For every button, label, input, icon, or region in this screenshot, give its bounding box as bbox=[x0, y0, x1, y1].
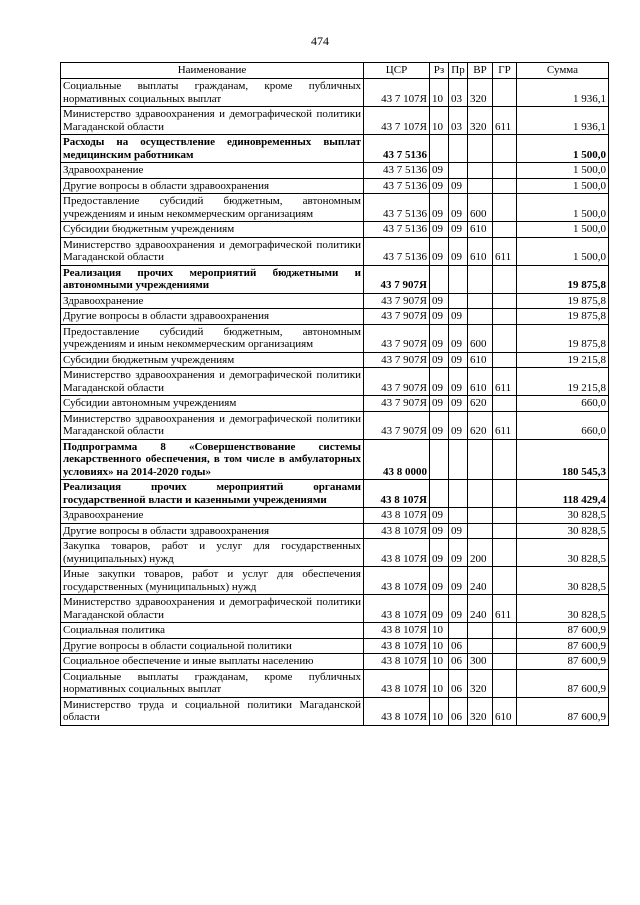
header-name: Наименование bbox=[61, 63, 364, 79]
row-csr-cell: 43 7 907Я bbox=[364, 411, 430, 439]
row-gr-cell bbox=[493, 539, 517, 567]
row-rz-cell: 09 bbox=[430, 222, 449, 238]
row-rz-cell: 09 bbox=[430, 368, 449, 396]
row-pr-cell: 03 bbox=[449, 107, 468, 135]
table-row bbox=[61, 523, 609, 539]
row-sum-cell: 1 500,0 bbox=[517, 135, 609, 163]
row-gr-cell bbox=[493, 163, 517, 179]
row-vr-cell: 200 bbox=[468, 539, 493, 567]
row-vr-cell bbox=[468, 439, 493, 480]
row-sum-cell: 1 936,1 bbox=[517, 107, 609, 135]
row-sum-cell: 1 500,0 bbox=[517, 194, 609, 222]
table-row bbox=[61, 309, 609, 325]
row-name-cell: Социальные выплаты гражданам, кроме публичных нормативных социальных выплат bbox=[61, 79, 364, 107]
table-row bbox=[61, 623, 609, 639]
row-csr-cell: 43 8 0000 bbox=[364, 439, 430, 480]
row-gr-cell: 611 bbox=[493, 411, 517, 439]
row-sum-cell: 87 600,9 bbox=[517, 623, 609, 639]
row-csr-cell: 43 7 907Я bbox=[364, 293, 430, 309]
row-gr-cell: 611 bbox=[493, 595, 517, 623]
row-name-cell: Субсидии бюджетным учреждениям bbox=[61, 352, 364, 368]
row-csr-cell: 43 7 5136 bbox=[364, 194, 430, 222]
row-rz-cell bbox=[430, 439, 449, 480]
row-pr-cell: 09 bbox=[449, 352, 468, 368]
row-vr-cell: 620 bbox=[468, 411, 493, 439]
row-sum-cell: 118 429,4 bbox=[517, 480, 609, 508]
row-vr-cell: 610 bbox=[468, 237, 493, 265]
row-vr-cell: 240 bbox=[468, 567, 493, 595]
row-gr-cell bbox=[493, 654, 517, 670]
row-rz-cell: 09 bbox=[430, 539, 449, 567]
row-vr-cell: 610 bbox=[468, 222, 493, 238]
row-sum-cell: 30 828,5 bbox=[517, 523, 609, 539]
row-vr-cell: 620 bbox=[468, 396, 493, 412]
row-gr-cell bbox=[493, 324, 517, 352]
row-name-cell: Предоставление субсидий бюджетным, автономным учреждениям и иным некоммерческим организациям bbox=[61, 324, 364, 352]
row-rz-cell: 09 bbox=[430, 293, 449, 309]
budget-table bbox=[60, 62, 609, 726]
row-vr-cell: 240 bbox=[468, 595, 493, 623]
row-vr-cell: 320 bbox=[468, 669, 493, 697]
row-rz-cell: 09 bbox=[430, 194, 449, 222]
row-name-cell: Министерство здравоохранения и демографической политики Магаданской области bbox=[61, 237, 364, 265]
row-csr-cell: 43 8 107Я bbox=[364, 623, 430, 639]
row-name-cell: Предоставление субсидий бюджетным, автономным учреждениям и иным некоммерческим организациям bbox=[61, 194, 364, 222]
row-vr-cell bbox=[468, 638, 493, 654]
table-row bbox=[61, 368, 609, 396]
row-pr-cell: 09 bbox=[449, 237, 468, 265]
row-vr-cell bbox=[468, 623, 493, 639]
row-name-cell: Министерство здравоохранения и демографической политики Магаданской области bbox=[61, 595, 364, 623]
table-row bbox=[61, 654, 609, 670]
row-gr-cell bbox=[493, 508, 517, 524]
row-name-cell: Другие вопросы в области здравоохранения bbox=[61, 523, 364, 539]
row-vr-cell bbox=[468, 135, 493, 163]
row-csr-cell: 43 7 5136 bbox=[364, 163, 430, 179]
row-rz-cell: 09 bbox=[430, 567, 449, 595]
row-rz-cell: 09 bbox=[430, 237, 449, 265]
row-sum-cell: 660,0 bbox=[517, 396, 609, 412]
row-rz-cell bbox=[430, 265, 449, 293]
row-gr-cell bbox=[493, 178, 517, 194]
row-sum-cell: 660,0 bbox=[517, 411, 609, 439]
row-sum-cell: 30 828,5 bbox=[517, 595, 609, 623]
row-rz-cell: 10 bbox=[430, 697, 449, 725]
row-vr-cell bbox=[468, 508, 493, 524]
table-row bbox=[61, 79, 609, 107]
row-name-cell: Подпрограмма 8 «Совершенствование системы лекарственного обеспечения, в том числе в амбулаторных условиях» на 2014-2020 годы» bbox=[61, 439, 364, 480]
row-pr-cell: 09 bbox=[449, 324, 468, 352]
row-sum-cell: 19 875,8 bbox=[517, 324, 609, 352]
row-vr-cell bbox=[468, 178, 493, 194]
row-name-cell: Здравоохранение bbox=[61, 163, 364, 179]
row-sum-cell: 87 600,9 bbox=[517, 697, 609, 725]
row-sum-cell: 19 875,8 bbox=[517, 309, 609, 325]
row-csr-cell: 43 8 107Я bbox=[364, 638, 430, 654]
table-row bbox=[61, 163, 609, 179]
row-pr-cell: 06 bbox=[449, 638, 468, 654]
row-csr-cell: 43 7 5136 bbox=[364, 178, 430, 194]
row-gr-cell bbox=[493, 396, 517, 412]
row-pr-cell: 03 bbox=[449, 79, 468, 107]
table-row bbox=[61, 222, 609, 238]
row-name-cell: Здравоохранение bbox=[61, 293, 364, 309]
row-gr-cell: 611 bbox=[493, 107, 517, 135]
row-pr-cell bbox=[449, 480, 468, 508]
row-name-cell: Здравоохранение bbox=[61, 508, 364, 524]
row-csr-cell: 43 8 107Я bbox=[364, 654, 430, 670]
table-row bbox=[61, 697, 609, 725]
row-pr-cell: 06 bbox=[449, 669, 468, 697]
row-vr-cell bbox=[468, 293, 493, 309]
row-name-cell: Другие вопросы в области социальной политики bbox=[61, 638, 364, 654]
header-gr: ГР bbox=[493, 63, 517, 79]
row-sum-cell: 1 500,0 bbox=[517, 178, 609, 194]
row-sum-cell: 1 500,0 bbox=[517, 163, 609, 179]
row-sum-cell: 30 828,5 bbox=[517, 539, 609, 567]
row-csr-cell: 43 7 907Я bbox=[364, 368, 430, 396]
header-rz: Рз bbox=[430, 63, 449, 79]
row-rz-cell: 10 bbox=[430, 638, 449, 654]
row-csr-cell: 43 7 5136 bbox=[364, 222, 430, 238]
row-sum-cell: 87 600,9 bbox=[517, 669, 609, 697]
row-rz-cell: 09 bbox=[430, 324, 449, 352]
row-name-cell: Расходы на осуществление единовременных выплат медицинским работникам bbox=[61, 135, 364, 163]
row-csr-cell: 43 8 107Я bbox=[364, 669, 430, 697]
table-row bbox=[61, 237, 609, 265]
table-row bbox=[61, 638, 609, 654]
table-row bbox=[61, 396, 609, 412]
row-csr-cell: 43 7 907Я bbox=[364, 396, 430, 412]
row-gr-cell bbox=[493, 623, 517, 639]
row-gr-cell bbox=[493, 222, 517, 238]
row-csr-cell: 43 8 107Я bbox=[364, 480, 430, 508]
row-vr-cell bbox=[468, 163, 493, 179]
row-rz-cell: 10 bbox=[430, 107, 449, 135]
row-gr-cell bbox=[493, 352, 517, 368]
row-rz-cell: 09 bbox=[430, 508, 449, 524]
row-pr-cell: 06 bbox=[449, 697, 468, 725]
row-vr-cell: 610 bbox=[468, 352, 493, 368]
row-gr-cell bbox=[493, 135, 517, 163]
row-gr-cell bbox=[493, 293, 517, 309]
row-vr-cell: 600 bbox=[468, 324, 493, 352]
table-header-row bbox=[61, 63, 609, 79]
row-pr-cell bbox=[449, 293, 468, 309]
table-row bbox=[61, 539, 609, 567]
row-sum-cell: 87 600,9 bbox=[517, 638, 609, 654]
row-csr-cell: 43 7 107Я bbox=[364, 79, 430, 107]
row-rz-cell: 10 bbox=[430, 79, 449, 107]
table-row bbox=[61, 595, 609, 623]
row-vr-cell bbox=[468, 309, 493, 325]
table-row bbox=[61, 135, 609, 163]
row-pr-cell: 09 bbox=[449, 595, 468, 623]
table-body bbox=[61, 79, 609, 726]
row-gr-cell bbox=[493, 567, 517, 595]
table-row bbox=[61, 324, 609, 352]
table-row bbox=[61, 107, 609, 135]
row-sum-cell: 19 875,8 bbox=[517, 265, 609, 293]
row-name-cell: Другие вопросы в области здравоохранения bbox=[61, 178, 364, 194]
row-name-cell: Министерство здравоохранения и демографической политики Магаданской области bbox=[61, 107, 364, 135]
row-rz-cell: 09 bbox=[430, 396, 449, 412]
row-pr-cell bbox=[449, 265, 468, 293]
row-gr-cell bbox=[493, 638, 517, 654]
row-sum-cell: 19 215,8 bbox=[517, 368, 609, 396]
row-pr-cell: 09 bbox=[449, 368, 468, 396]
row-csr-cell: 43 8 107Я bbox=[364, 595, 430, 623]
row-sum-cell: 87 600,9 bbox=[517, 654, 609, 670]
row-rz-cell: 09 bbox=[430, 595, 449, 623]
row-vr-cell bbox=[468, 523, 493, 539]
table-row bbox=[61, 194, 609, 222]
row-sum-cell: 1 500,0 bbox=[517, 222, 609, 238]
row-name-cell: Министерство здравоохранения и демографической политики Магаданской области bbox=[61, 411, 364, 439]
row-gr-cell: 611 bbox=[493, 237, 517, 265]
row-csr-cell: 43 7 907Я bbox=[364, 352, 430, 368]
row-name-cell: Реализация прочих мероприятий бюджетными и автономными учреждениями bbox=[61, 265, 364, 293]
row-sum-cell: 30 828,5 bbox=[517, 567, 609, 595]
row-vr-cell: 320 bbox=[468, 79, 493, 107]
row-pr-cell bbox=[449, 163, 468, 179]
row-pr-cell: 09 bbox=[449, 309, 468, 325]
row-pr-cell bbox=[449, 135, 468, 163]
row-vr-cell: 610 bbox=[468, 368, 493, 396]
table-row bbox=[61, 669, 609, 697]
row-csr-cell: 43 7 907Я bbox=[364, 324, 430, 352]
row-name-cell: Реализация прочих мероприятий органами государственной власти и казенными учреждениями bbox=[61, 480, 364, 508]
row-pr-cell: 09 bbox=[449, 539, 468, 567]
row-pr-cell: 09 bbox=[449, 523, 468, 539]
row-gr-cell bbox=[493, 480, 517, 508]
row-name-cell: Министерство здравоохранения и демографической политики Магаданской области bbox=[61, 368, 364, 396]
row-vr-cell bbox=[468, 480, 493, 508]
row-rz-cell: 10 bbox=[430, 654, 449, 670]
row-pr-cell: 09 bbox=[449, 396, 468, 412]
row-sum-cell: 19 875,8 bbox=[517, 293, 609, 309]
row-csr-cell: 43 7 907Я bbox=[364, 309, 430, 325]
row-gr-cell bbox=[493, 439, 517, 480]
row-name-cell: Министерство труда и социальной политики Магаданской области bbox=[61, 697, 364, 725]
row-csr-cell: 43 8 107Я bbox=[364, 539, 430, 567]
row-pr-cell bbox=[449, 623, 468, 639]
header-csr: ЦСР bbox=[364, 63, 430, 79]
row-rz-cell: 10 bbox=[430, 669, 449, 697]
row-vr-cell: 320 bbox=[468, 107, 493, 135]
row-sum-cell: 1 936,1 bbox=[517, 79, 609, 107]
row-sum-cell: 19 215,8 bbox=[517, 352, 609, 368]
row-pr-cell: 09 bbox=[449, 567, 468, 595]
row-vr-cell: 600 bbox=[468, 194, 493, 222]
row-pr-cell bbox=[449, 439, 468, 480]
row-name-cell: Субсидии бюджетным учреждениям bbox=[61, 222, 364, 238]
row-gr-cell bbox=[493, 523, 517, 539]
row-rz-cell bbox=[430, 480, 449, 508]
table-row bbox=[61, 508, 609, 524]
row-rz-cell: 10 bbox=[430, 623, 449, 639]
row-name-cell: Иные закупки товаров, работ и услуг для обеспечения государственных (муниципальных) нужд bbox=[61, 567, 364, 595]
row-name-cell: Субсидии автономным учреждениям bbox=[61, 396, 364, 412]
row-sum-cell: 30 828,5 bbox=[517, 508, 609, 524]
row-pr-cell: 09 bbox=[449, 178, 468, 194]
row-csr-cell: 43 7 107Я bbox=[364, 107, 430, 135]
row-gr-cell bbox=[493, 194, 517, 222]
header-pr: Пр bbox=[449, 63, 468, 79]
row-name-cell: Социальное обеспечение и иные выплаты населению bbox=[61, 654, 364, 670]
table-row bbox=[61, 293, 609, 309]
row-csr-cell: 43 7 5136 bbox=[364, 135, 430, 163]
row-gr-cell bbox=[493, 265, 517, 293]
table-row bbox=[61, 411, 609, 439]
row-pr-cell: 09 bbox=[449, 411, 468, 439]
row-rz-cell: 09 bbox=[430, 309, 449, 325]
row-pr-cell: 09 bbox=[449, 194, 468, 222]
row-csr-cell: 43 7 907Я bbox=[364, 265, 430, 293]
row-name-cell: Социальная политика bbox=[61, 623, 364, 639]
table-row bbox=[61, 567, 609, 595]
row-csr-cell: 43 8 107Я bbox=[364, 523, 430, 539]
row-rz-cell: 09 bbox=[430, 178, 449, 194]
header-vr: ВР bbox=[468, 63, 493, 79]
row-vr-cell: 300 bbox=[468, 654, 493, 670]
row-csr-cell: 43 8 107Я bbox=[364, 567, 430, 595]
row-rz-cell: 09 bbox=[430, 163, 449, 179]
row-sum-cell: 1 500,0 bbox=[517, 237, 609, 265]
row-name-cell: Другие вопросы в области здравоохранения bbox=[61, 309, 364, 325]
row-pr-cell bbox=[449, 508, 468, 524]
row-rz-cell: 09 bbox=[430, 352, 449, 368]
row-pr-cell: 06 bbox=[449, 654, 468, 670]
page-number: 474 bbox=[311, 34, 329, 48]
row-gr-cell: 610 bbox=[493, 697, 517, 725]
row-name-cell: Закупка товаров, работ и услуг для государственных (муниципальных) нужд bbox=[61, 539, 364, 567]
row-rz-cell: 09 bbox=[430, 411, 449, 439]
row-gr-cell bbox=[493, 309, 517, 325]
row-rz-cell: 09 bbox=[430, 523, 449, 539]
row-vr-cell bbox=[468, 265, 493, 293]
row-pr-cell: 09 bbox=[449, 222, 468, 238]
row-gr-cell: 611 bbox=[493, 368, 517, 396]
row-name-cell: Социальные выплаты гражданам, кроме публичных нормативных социальных выплат bbox=[61, 669, 364, 697]
table-row bbox=[61, 480, 609, 508]
row-csr-cell: 43 8 107Я bbox=[364, 508, 430, 524]
table-row bbox=[61, 178, 609, 194]
row-csr-cell: 43 7 5136 bbox=[364, 237, 430, 265]
row-rz-cell bbox=[430, 135, 449, 163]
header-sum: Сумма bbox=[517, 63, 609, 79]
table-row bbox=[61, 439, 609, 480]
table-row bbox=[61, 265, 609, 293]
row-sum-cell: 180 545,3 bbox=[517, 439, 609, 480]
row-vr-cell: 320 bbox=[468, 697, 493, 725]
table-row bbox=[61, 352, 609, 368]
row-gr-cell bbox=[493, 79, 517, 107]
row-gr-cell bbox=[493, 669, 517, 697]
row-csr-cell: 43 8 107Я bbox=[364, 697, 430, 725]
